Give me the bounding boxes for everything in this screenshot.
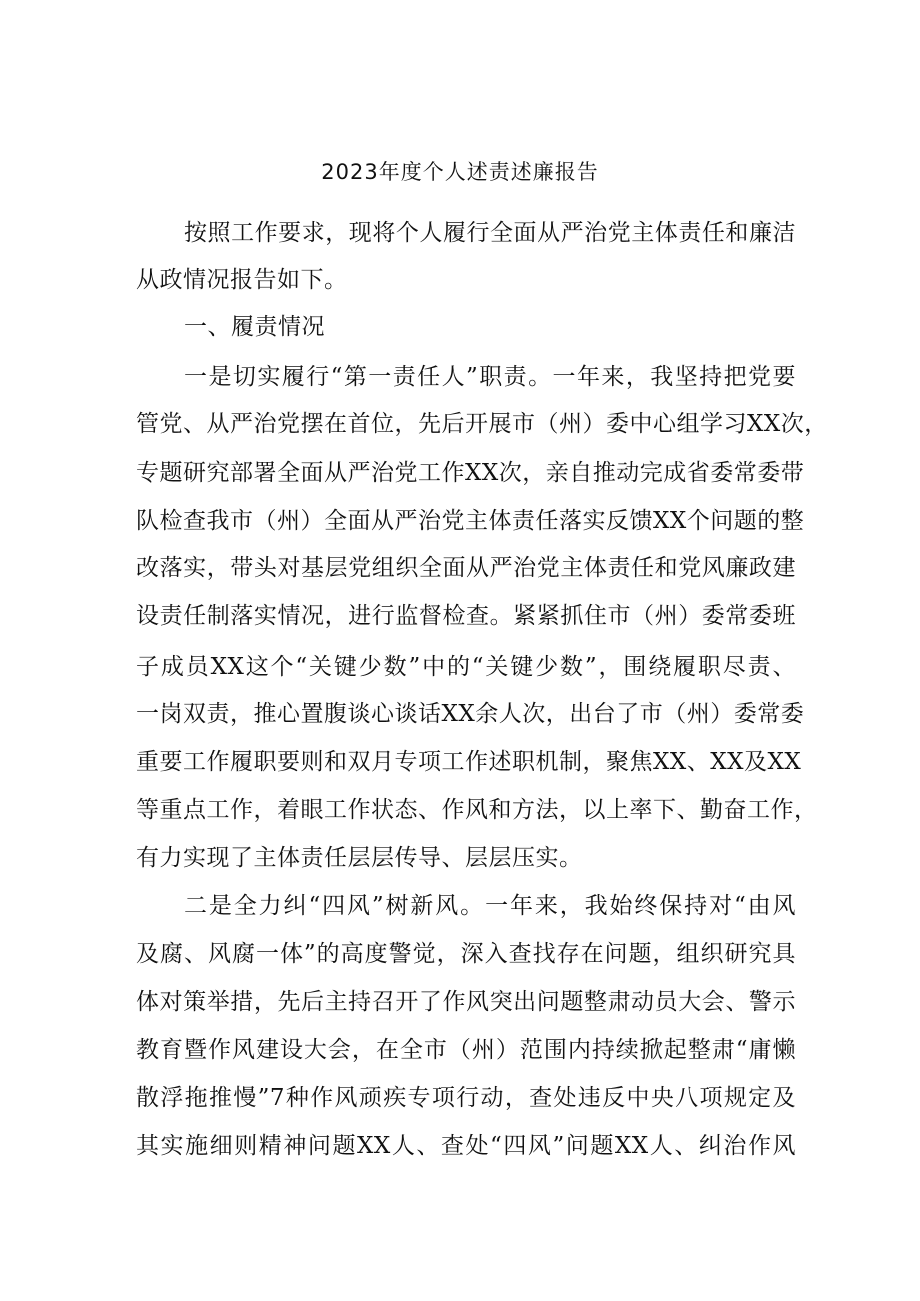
paragraph-line: 管党、从严治党摆在首位，先后开展市（州）委中心组学习XX次， — [136, 411, 828, 437]
paragraph-line: 体对策举措，先后主持召开了作风突出问题整肃动员大会、警示 — [136, 989, 796, 1015]
paragraph-line: 散浮拖推慢”7种作风顽疾专项行动，查处违反中央八项规定及 — [136, 1085, 796, 1111]
paragraph-line: 从政情况报告如下。 — [136, 267, 348, 293]
paragraph-line: 设责任制落实情况，进行监督检查。紧紧抓住市（州）委常委班 — [136, 603, 796, 629]
paragraph-line: 队检查我市（州）全面从严治党主体责任落实反馈XX个问题的整 — [136, 508, 805, 534]
paragraph-line: 一岗双责，推心置腹谈心谈话XX余人次，出台了市（州）委常委 — [136, 701, 805, 727]
paragraph-line: 有力实现了主体责任层层传导、层层压实。 — [136, 845, 583, 871]
paragraph-line: 等重点工作，着眼工作状态、作风和方法，以上率下、勤奋工作， — [136, 797, 818, 823]
paragraph-line: 重要工作履职要则和双月专项工作述职机制，聚焦XX、XX及XX — [136, 749, 802, 775]
paragraph-line: 子成员XX这个“关键少数”中的“关键少数”，围绕履职尽责、 — [136, 654, 796, 680]
paragraph-line: 改落实，带头对基层党组织全面从严治党主体责任和党风廉政建 — [136, 555, 796, 581]
paragraph-line: 其实施细则精神问题XX人、查处“四风”问题XX人、纠治作风 — [136, 1133, 796, 1159]
section-heading: 一、履责情况 — [184, 314, 325, 340]
paragraph-line: 一是切实履行“第一责任人”职责。一年来，我坚持把党要 — [184, 364, 796, 390]
paragraph-line: 按照工作要求，现将个人履行全面从严治党主体责任和廉洁 — [184, 220, 796, 246]
paragraph-line: 教育暨作风建设大会，在全市（州）范围内持续掀起整肃“庸懒 — [136, 1037, 796, 1063]
document-title: 2023年度个人述责述廉报告 — [321, 160, 599, 184]
paragraph-line: 专题研究部署全面从严治党工作XX次，亲自推动完成省委常委带 — [136, 460, 805, 486]
paragraph-line: 二是全力纠“四风”树新风。一年来，我始终保持对“由风 — [184, 893, 796, 919]
paragraph-line: 及腐、风腐一体”的高度警觉，深入查找存在问题，组织研究具 — [136, 941, 796, 967]
